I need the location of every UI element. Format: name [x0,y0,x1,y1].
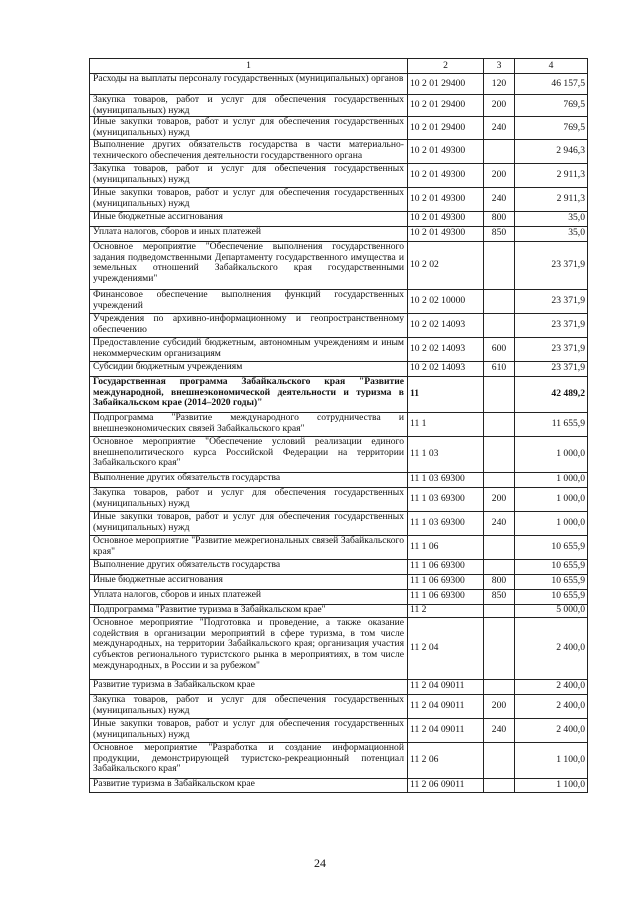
row-expense-type [484,412,515,436]
row-expense-type [484,289,515,313]
row-amount: 2 911,3 [515,187,588,211]
table-row [90,679,588,694]
row-expense-type: 800 [484,574,515,589]
row-description: Иные закупки товаров, работ и услуг для обеспечения государственных (муниципальных) нужд [90,187,408,211]
row-amount: 46 157,5 [515,74,588,95]
row-description: Основное мероприятие "Разработка и создание информационной продукции, демонстрирующей туристско-рекреационный потенциал Забайкальского края" [90,742,408,778]
row-description: Уплата налогов, сборов и иных платежей [90,226,408,241]
row-amount: 1 000,0 [515,487,588,511]
row-code: 11 1 [408,412,484,436]
row-description: Закупка товаров, работ и услуг для обеспечения государственных (муниципальных) нужд [90,487,408,511]
table-row [90,472,588,487]
header-col-2: 2 [408,59,484,74]
table-row [90,559,588,574]
row-expense-type: 200 [484,487,515,511]
row-amount: 1 000,0 [515,436,588,472]
budget-table [89,58,588,793]
row-code: 11 2 04 09011 [408,718,484,742]
row-code: 11 2 04 09011 [408,694,484,718]
row-description: Закупка товаров, работ и услуг для обеспечения государственных (муниципальных) нужд [90,163,408,187]
header-row [90,59,588,74]
row-code: 10 2 01 49300 [408,226,484,241]
row-expense-type: 240 [484,718,515,742]
row-expense-type [484,376,515,412]
row-expense-type [484,559,515,574]
row-expense-type: 200 [484,163,515,187]
row-code: 11 1 06 69300 [408,589,484,604]
row-expense-type [484,313,515,337]
row-expense-type [484,139,515,163]
row-amount: 5 000,0 [515,604,588,617]
row-code: 10 2 02 14093 [408,313,484,337]
row-description: Подпрограмма "Развитие туризма в Забайкальском крае" [90,604,408,617]
row-amount: 1 000,0 [515,472,588,487]
row-code: 10 2 01 29400 [408,95,484,117]
row-code: 10 2 01 49300 [408,187,484,211]
row-description: Закупка товаров, работ и услуг для обеспечения государственных (муниципальных) нужд [90,694,408,718]
row-description: Иные бюджетные ассигнования [90,574,408,589]
header-col-3: 3 [484,59,515,74]
table-row [90,74,588,95]
row-amount: 23 371,9 [515,361,588,376]
row-description: Расходы на выплаты персоналу государственных (муниципальных) органов [90,74,408,95]
row-amount: 10 655,9 [515,589,588,604]
table-row [90,694,588,718]
row-description: Субсидии бюджетным учреждениям [90,361,408,376]
row-code: 11 2 04 09011 [408,679,484,694]
row-expense-type [484,617,515,679]
table-row [90,436,588,472]
row-description: Основное мероприятие "Обеспечение выполнения государственного задания подведомственными Департаменту государственного имущества и земельных отношений Забайкальского края государственными учреждениями" [90,241,408,289]
row-code: 10 2 01 49300 [408,211,484,226]
row-amount: 10 655,9 [515,574,588,589]
row-expense-type [484,241,515,289]
table-row [90,589,588,604]
row-description: Развитие туризма в Забайкальском крае [90,778,408,792]
row-code: 10 2 02 14093 [408,337,484,361]
table-row [90,139,588,163]
table-row [90,361,588,376]
table-row [90,313,588,337]
row-description: Развитие туризма в Забайкальском крае [90,679,408,694]
row-amount: 2 400,0 [515,694,588,718]
row-amount: 2 400,0 [515,617,588,679]
row-description: Закупка товаров, работ и услуг для обеспечения государственных (муниципальных) нужд [90,95,408,117]
row-description: Выполнение других обязательств государства [90,472,408,487]
row-description: Иные закупки товаров, работ и услуг для обеспечения государственных (муниципальных) нужд [90,718,408,742]
row-amount: 23 371,9 [515,337,588,361]
row-description: Государственная программа Забайкальского края "Развитие международной, внешнеэкономической деятельности и туризма в Забайкальском крае (2014–2020 годы)" [90,376,408,412]
row-expense-type [484,535,515,559]
table-row [90,241,588,289]
row-code: 11 2 06 [408,742,484,778]
row-expense-type [484,604,515,617]
row-description: Предоставление субсидий бюджетным, автономным учреждениям и иным некоммерческим организациям [90,337,408,361]
row-expense-type: 240 [484,511,515,535]
table-body [90,74,588,793]
row-description: Иные закупки товаров, работ и услуг для обеспечения государственных (муниципальных) нужд [90,117,408,139]
row-expense-type: 610 [484,361,515,376]
row-amount: 769,5 [515,95,588,117]
row-code: 11 1 03 69300 [408,487,484,511]
page-number: 24 [314,856,326,870]
row-amount: 23 371,9 [515,289,588,313]
row-amount: 1 000,0 [515,511,588,535]
table-row [90,337,588,361]
row-code: 11 1 03 69300 [408,511,484,535]
row-description: Иные закупки товаров, работ и услуг для обеспечения государственных (муниципальных) нужд [90,511,408,535]
row-description: Учреждения по архивно-информационному и геопространственному обеспечению [90,313,408,337]
row-amount: 2 400,0 [515,718,588,742]
table-row [90,604,588,617]
row-code: 11 2 [408,604,484,617]
table-row [90,95,588,117]
row-amount: 1 100,0 [515,778,588,792]
row-amount: 35,0 [515,226,588,241]
row-amount: 11 655,9 [515,412,588,436]
row-amount: 42 489,2 [515,376,588,412]
row-code: 10 2 01 29400 [408,74,484,95]
table-row [90,163,588,187]
table-row [90,511,588,535]
table-row [90,412,588,436]
table-row [90,778,588,792]
row-description: Уплата налогов, сборов и иных платежей [90,589,408,604]
row-amount: 769,5 [515,117,588,139]
row-expense-type: 200 [484,694,515,718]
row-amount: 23 371,9 [515,241,588,289]
row-description: Основное мероприятие "Обеспечение условий реализации единого внешнеполитического курса Российской Федерации на территории Забайкальского края" [90,436,408,472]
row-description: Основное мероприятие "Подготовка и проведение, а также оказание содействия в организации мероприятий в сфере туризма, в том числе международных, на территории Забайкальского края; организация участия субъектов регионального туристского рынка в мероприятиях, в том числе международных, в России и за рубежом" [90,617,408,679]
row-amount: 35,0 [515,211,588,226]
row-expense-type [484,472,515,487]
table-row [90,187,588,211]
row-code: 11 1 03 [408,436,484,472]
row-expense-type [484,679,515,694]
row-expense-type: 850 [484,589,515,604]
table-row [90,574,588,589]
row-code: 11 2 06 09011 [408,778,484,792]
row-code: 11 1 06 [408,535,484,559]
row-description: Выполнение других обязательств государства в части материально-технического обеспечения деятельности государственного органа [90,139,408,163]
row-amount: 10 655,9 [515,535,588,559]
row-amount: 1 100,0 [515,742,588,778]
table-row [90,617,588,679]
row-code: 10 2 01 29400 [408,117,484,139]
table-row [90,117,588,139]
row-code: 10 2 02 14093 [408,361,484,376]
row-amount: 2 946,3 [515,139,588,163]
row-description: Выполнение других обязательств государства [90,559,408,574]
row-expense-type: 240 [484,187,515,211]
table-row [90,211,588,226]
row-amount: 23 371,9 [515,313,588,337]
row-expense-type [484,742,515,778]
table-row [90,742,588,778]
row-expense-type: 200 [484,95,515,117]
row-code: 10 2 02 10000 [408,289,484,313]
row-expense-type: 850 [484,226,515,241]
table-row [90,718,588,742]
header-col-1: 1 [90,59,408,74]
table-row [90,289,588,313]
row-code: 10 2 01 49300 [408,139,484,163]
row-code: 11 [408,376,484,412]
row-amount: 2 400,0 [515,679,588,694]
table-row [90,487,588,511]
header-col-4: 4 [515,59,588,74]
row-expense-type [484,778,515,792]
row-description: Подпрограмма "Развитие международного сотрудничества и внешнеэкономических связей Забайкальского края" [90,412,408,436]
row-code: 10 2 01 49300 [408,163,484,187]
row-amount: 2 911,3 [515,163,588,187]
row-expense-type [484,436,515,472]
row-expense-type: 240 [484,117,515,139]
row-code: 11 1 06 69300 [408,559,484,574]
row-description: Финансовое обеспечение выполнения функций государственных учреждений [90,289,408,313]
row-code: 11 2 04 [408,617,484,679]
row-description: Основное мероприятие "Развитие межрегиональных связей Забайкальского края" [90,535,408,559]
table-row [90,376,588,412]
row-expense-type: 600 [484,337,515,361]
row-description: Иные бюджетные ассигнования [90,211,408,226]
row-code: 11 1 03 69300 [408,472,484,487]
row-amount: 10 655,9 [515,559,588,574]
row-expense-type: 800 [484,211,515,226]
table-row [90,226,588,241]
row-code: 10 2 02 [408,241,484,289]
table-row [90,535,588,559]
row-expense-type: 120 [484,74,515,95]
row-code: 11 1 06 69300 [408,574,484,589]
